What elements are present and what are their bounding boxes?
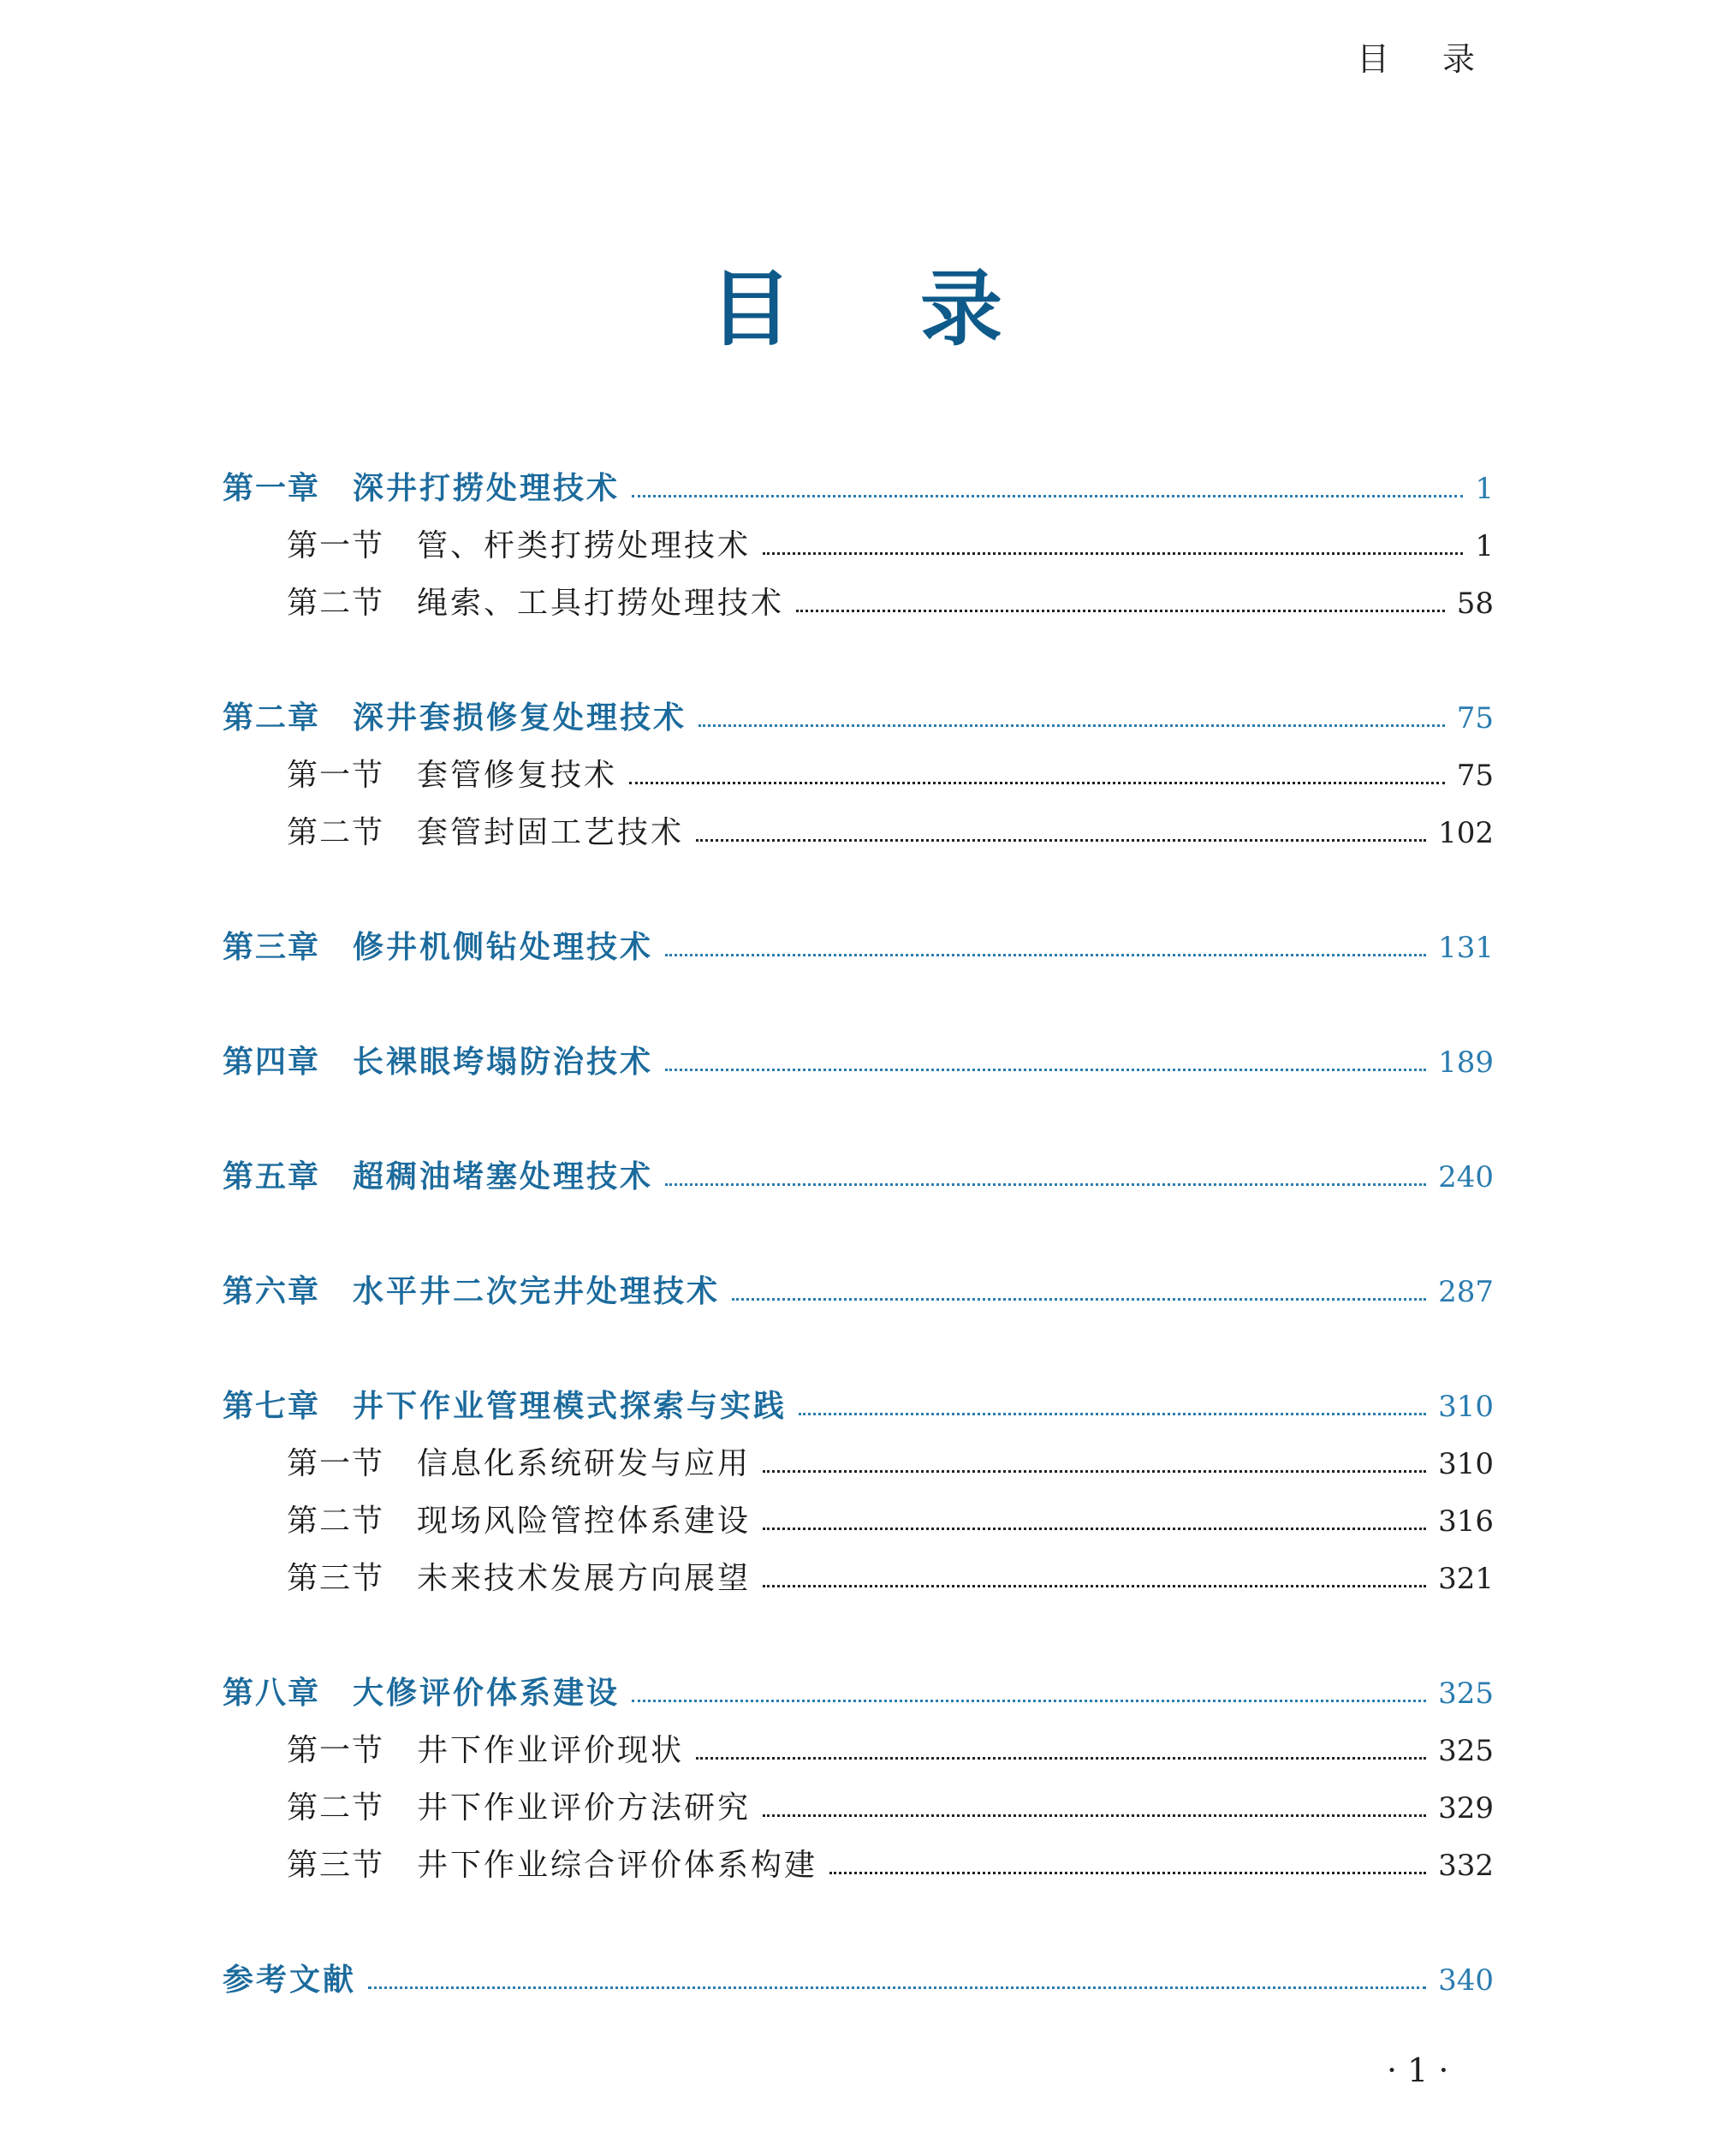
section-title: 井下作业评价现状 [417, 1733, 685, 1768]
page-ref: 316 [1438, 1504, 1494, 1539]
chapter-number: 第四章 [223, 1045, 321, 1080]
references-title: 参考文献 [223, 1962, 357, 1998]
chapter-number: 第一章 [223, 471, 321, 506]
page-ref: 75 [1456, 759, 1494, 793]
chapter-number: 第七章 [223, 1389, 321, 1424]
toc-section[interactable] [287, 525, 1494, 568]
page-ref: 58 [1456, 587, 1494, 621]
toc-section[interactable] [287, 754, 1494, 797]
dot-leader [696, 839, 1426, 842]
dot-leader [763, 1814, 1426, 1817]
chapter-title: 修井机侧钻处理技术 [353, 930, 654, 965]
page-ref: 131 [1438, 931, 1494, 965]
section-number: 第二节 [287, 1504, 385, 1539]
section-number: 第三节 [287, 1561, 385, 1596]
chapter-number: 第五章 [223, 1159, 321, 1194]
section-number: 第一节 [287, 1446, 385, 1481]
chapter-title: 水平井二次完井处理技术 [353, 1274, 721, 1309]
title-char-1: 目 [710, 261, 792, 357]
toc-chapter[interactable] [223, 1041, 1494, 1084]
section-number: 第二节 [287, 1790, 385, 1825]
dot-leader [763, 552, 1463, 555]
page-number: · 1 · [1387, 2052, 1449, 2089]
dot-leader [763, 1585, 1426, 1587]
section-title: 信息化系统研发与应用 [417, 1446, 752, 1481]
toc-section[interactable] [287, 1500, 1494, 1543]
running-head [1357, 33, 1475, 80]
running-head-char-1: 目 [1357, 40, 1390, 78]
chapter-title: 超稠油堵塞处理技术 [353, 1159, 654, 1194]
toc-section[interactable] [287, 1844, 1494, 1887]
section-title: 绳索、工具打捞处理技术 [417, 586, 785, 621]
section-number: 第一节 [287, 758, 385, 793]
toc-section[interactable] [287, 812, 1494, 855]
dot-leader [796, 610, 1445, 612]
section-title: 未来技术发展方向展望 [417, 1561, 752, 1596]
dot-leader [665, 954, 1426, 956]
toc-chapter[interactable] [223, 1271, 1494, 1313]
dot-leader [763, 1528, 1426, 1530]
title-char-2: 录 [920, 261, 1002, 357]
section-number: 第二节 [287, 586, 385, 621]
toc-chapter[interactable] [223, 1672, 1494, 1715]
chapter-title: 大修评价体系建设 [353, 1676, 621, 1711]
chapter-title: 深井套损修复处理技术 [353, 700, 687, 736]
section-title: 套管修复技术 [417, 758, 618, 793]
dot-leader [665, 1183, 1426, 1186]
chapter-number: 第六章 [223, 1274, 321, 1309]
chapter-title: 深井打捞处理技术 [353, 471, 621, 506]
dot-leader [632, 495, 1463, 497]
section-title: 井下作业综合评价体系构建 [417, 1848, 818, 1883]
dot-leader [629, 782, 1445, 784]
page-ref: 325 [1438, 1677, 1494, 1711]
toc-section[interactable] [287, 1557, 1494, 1600]
chapter-number: 第八章 [223, 1676, 321, 1711]
section-title: 套管封固工艺技术 [417, 815, 685, 850]
toc-chapter[interactable] [223, 1385, 1494, 1428]
dot-leader [665, 1069, 1426, 1071]
dot-leader [698, 724, 1445, 727]
page-ref: 329 [1438, 1791, 1494, 1825]
page-ref: 325 [1438, 1734, 1494, 1768]
page-ref: 340 [1438, 1963, 1494, 1998]
section-number: 第一节 [287, 528, 385, 563]
page-ref: 240 [1438, 1160, 1494, 1194]
toc-section[interactable] [287, 1443, 1494, 1486]
page-ref: 1 [1475, 529, 1494, 563]
page-ref: 102 [1438, 816, 1494, 850]
section-number: 第二节 [287, 815, 385, 850]
dot-leader [829, 1872, 1426, 1874]
section-title: 井下作业评价方法研究 [417, 1790, 752, 1825]
page-ref: 189 [1438, 1045, 1494, 1080]
page-ref: 287 [1438, 1275, 1494, 1309]
page-title [0, 244, 1712, 361]
section-number: 第三节 [287, 1848, 385, 1883]
dot-leader [732, 1298, 1426, 1301]
chapter-number: 第三章 [223, 930, 321, 965]
toc-section[interactable] [287, 1787, 1494, 1830]
toc-chapter[interactable] [223, 697, 1494, 740]
section-number: 第一节 [287, 1733, 385, 1768]
toc-chapter[interactable] [223, 1156, 1494, 1199]
toc-chapter[interactable] [223, 926, 1494, 969]
page-ref: 321 [1438, 1562, 1494, 1596]
running-head-char-2: 录 [1442, 40, 1476, 78]
chapter-title: 井下作业管理模式探索与实践 [353, 1389, 788, 1424]
toc-references[interactable] [223, 1959, 1494, 2002]
toc-chapter[interactable] [223, 468, 1494, 510]
chapter-number: 第二章 [223, 700, 321, 736]
section-title: 管、杆类打捞处理技术 [417, 528, 752, 563]
page-ref: 332 [1438, 1849, 1494, 1883]
page-ref: 310 [1438, 1390, 1494, 1424]
section-title: 现场风险管控体系建设 [417, 1504, 752, 1539]
dot-leader [696, 1757, 1426, 1760]
toc-section[interactable] [287, 582, 1494, 625]
dot-leader [799, 1413, 1426, 1415]
dot-leader [368, 1986, 1426, 1989]
page-ref: 310 [1438, 1447, 1494, 1481]
dot-leader [632, 1700, 1426, 1702]
chapter-title: 长裸眼垮塌防治技术 [353, 1045, 654, 1080]
toc-section[interactable] [287, 1730, 1494, 1772]
dot-leader [763, 1470, 1426, 1473]
page-ref: 1 [1475, 472, 1494, 506]
page-ref: 75 [1456, 701, 1494, 736]
